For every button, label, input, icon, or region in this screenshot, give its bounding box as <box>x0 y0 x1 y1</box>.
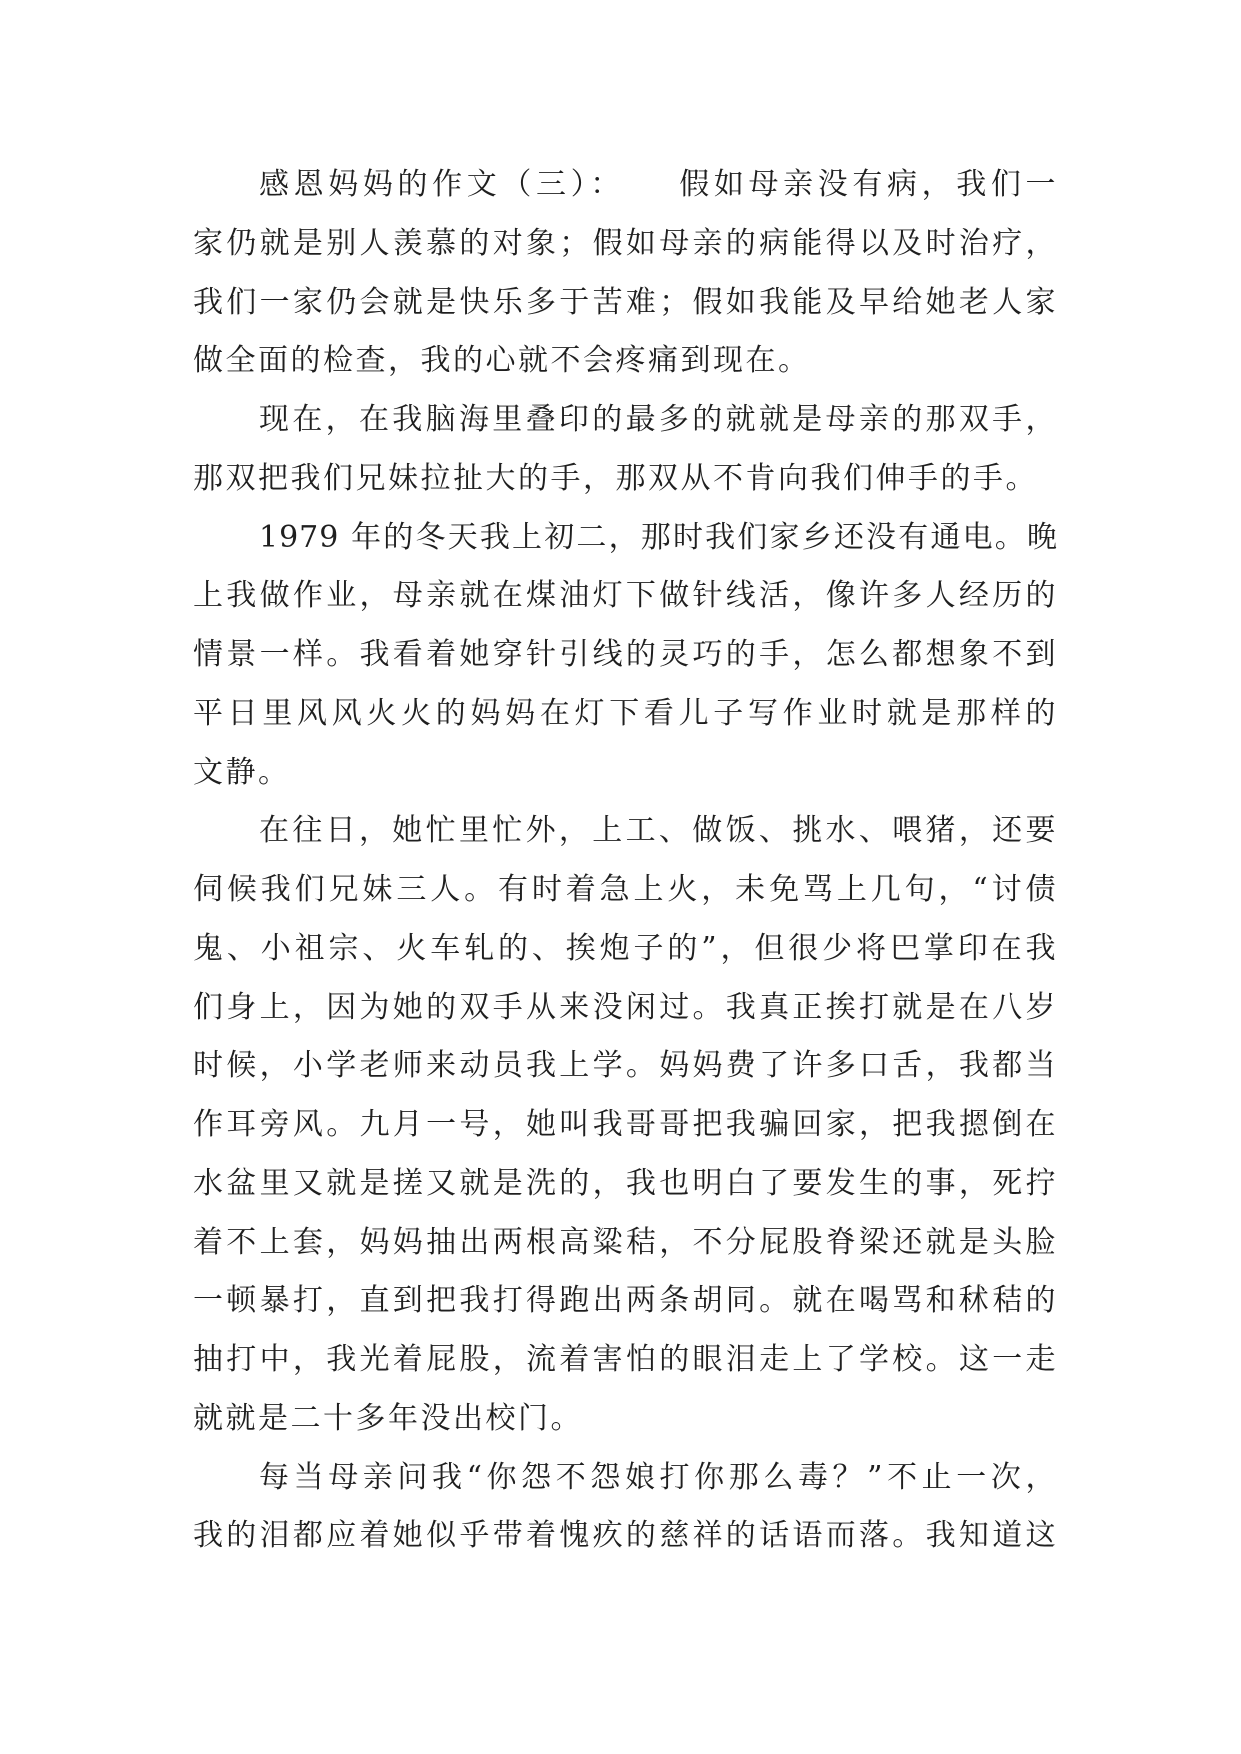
text-line: 我们一家仍会就是快乐多于苦难；假如我能及早给她老人家 <box>193 284 1058 320</box>
text-line: 家仍就是别人羡慕的对象；假如母亲的病能得以及时治疗， <box>193 225 1058 261</box>
text-line: 现在，在我脑海里叠印的最多的就就是母亲的那双手， <box>259 402 1058 437</box>
text-line: 做全面的检查，我的心就不会疼痛到现在。 <box>193 343 811 379</box>
text-line: 在往日，她忙里忙外，上工、做饭、挑水、喂猪，还要 <box>259 813 1058 849</box>
text-line: 文静。 <box>193 754 291 790</box>
text-line: 上我做作业，母亲就在煤油灯下做针线活，像许多人经历的 <box>193 578 1058 614</box>
text-line: 们身上，因为她的双手从来没闲过。我真正挨打就是在八岁 <box>193 989 1058 1025</box>
text-line: 作耳旁风。九月一号，她叫我哥哥把我骗回家，把我摁倒在 <box>193 1107 1058 1142</box>
text-line: 那双把我们兄妹拉扯大的手，那双从不肯向我们伸手的手。 <box>193 460 1038 496</box>
text-line: 时候，小学老师来动员我上学。妈妈费了许多口舌，我都当 <box>193 1048 1058 1084</box>
text-line: 我的泪都应着她似乎带着愧疚的慈祥的话语而落。我知道这 <box>193 1518 1058 1554</box>
text-line: 感恩妈妈的作文（三）： 假如母亲没有病，我们一 <box>259 167 1058 202</box>
text-line: 就就是二十多年没出校门。 <box>193 1400 583 1436</box>
paragraph-1 <box>193 156 1058 391</box>
text-line: 鬼、小祖宗、火车轧的、挨炮子的”，但很少将巴掌印在我 <box>193 930 1058 966</box>
document-body <box>193 156 1058 1566</box>
text-line: 每当母亲问我“你怨不怨娘打你那么毒？”不止一次， <box>259 1459 1058 1495</box>
text-line: 1979 年的冬天我上初二，那时我们家乡还没有通电。晚 <box>259 519 1058 555</box>
paragraph-2 <box>193 391 1058 509</box>
text-line: 情景一样。我看着她穿针引线的灵巧的手，怎么都想象不到 <box>193 637 1058 672</box>
text-line: 着不上套，妈妈抽出两根高粱秸，不分屁股脊梁还就是头脸 <box>193 1224 1058 1260</box>
paragraph-3 <box>193 509 1058 803</box>
paragraph-5 <box>193 1449 1058 1567</box>
text-line: 抽打中，我光着屁股，流着害怕的眼泪走上了学校。这一走 <box>193 1342 1058 1377</box>
text-line: 水盆里又就是搓又就是洗的，我也明白了要发生的事，死拧 <box>193 1165 1058 1201</box>
paragraph-4 <box>193 802 1058 1448</box>
text-line: 平日里风风火火的妈妈在灯下看儿子写作业时就是那样的 <box>193 695 1058 731</box>
text-line: 伺候我们兄妹三人。有时着急上火，未免骂上几句，“讨债 <box>193 872 1058 907</box>
text-line: 一顿暴打，直到把我打得跑出两条胡同。就在喝骂和秫秸的 <box>193 1283 1058 1319</box>
